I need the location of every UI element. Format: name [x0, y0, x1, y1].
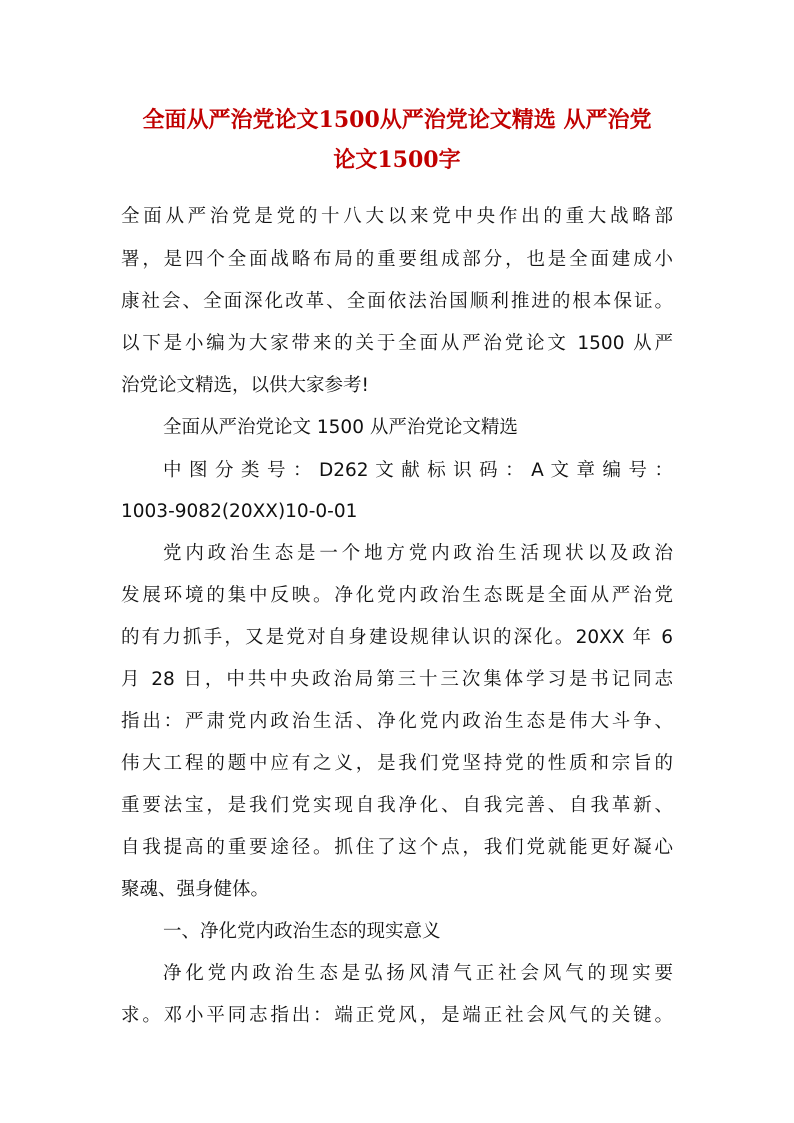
section-heading: 一、净化党内政治生态的现实意义 — [163, 921, 441, 942]
document-title-line-1: 全面从严治党论文1500从严治党论文精选 从严治党 — [142, 107, 652, 133]
paragraph-line: 月 28 日，中共中央政治局第三十三次集体学习是书记同志 — [121, 669, 673, 690]
paragraph-line: 治党论文精选，以供大家参考! — [121, 375, 369, 396]
paragraph-line: 指出：严肃党内政治生活、净化党内政治生态是伟大斗争、 — [121, 711, 673, 732]
paragraph-line: 署，是四个全面战略布局的重要组成部分，也是全面建成小 — [121, 249, 673, 270]
paragraph-line: 自我提高的重要途径。抓住了这个点，我们党就能更好凝心 — [121, 837, 673, 858]
paragraph-line: 净化党内政治生态是弘扬风清气正社会风气的现实要 — [163, 963, 673, 984]
paragraph-line: 全面从严治党是党的十八大以来党中央作出的重大战略部 — [121, 206, 673, 227]
subheading-line: 全面从严治党论文 1500 从严治党论文精选 — [163, 417, 518, 438]
paragraph-line: 的有力抓手，又是党对自身建设规律认识的深化。20XX 年 6 — [121, 627, 673, 648]
paragraph-line: 以下是小编为大家带来的关于全面从严治党论文 1500 从严 — [121, 333, 673, 354]
paragraph-line: 求。邓小平同志指出：端正党风，是端正社会风气的关键。 — [121, 1005, 673, 1026]
paragraph-line: 康社会、全面深化改革、全面依法治国顺利推进的根本保证。 — [121, 291, 673, 312]
article-number-line: 1003-9082(20XX)10-0-01 — [121, 501, 358, 522]
paragraph-line: 发展环境的集中反映。净化党内政治生态既是全面从严治党 — [121, 585, 673, 606]
classification-line: 中 图 分 类 号 ： D262 文 献 标 识 码 ： A 文 章 编 号 ： — [163, 460, 673, 481]
paragraph-line: 伟大工程的题中应有之义，是我们党坚持党的性质和宗旨的 — [121, 753, 673, 774]
paragraph-line: 重要法宝，是我们党实现自我净化、自我完善、自我革新、 — [121, 795, 673, 816]
paragraph-line: 党内政治生态是一个地方党内政治生活现状以及政治 — [163, 543, 673, 564]
paragraph-line: 聚魂、强身健体。 — [121, 879, 270, 900]
document-title-line-2: 论文1500字 — [333, 147, 461, 173]
